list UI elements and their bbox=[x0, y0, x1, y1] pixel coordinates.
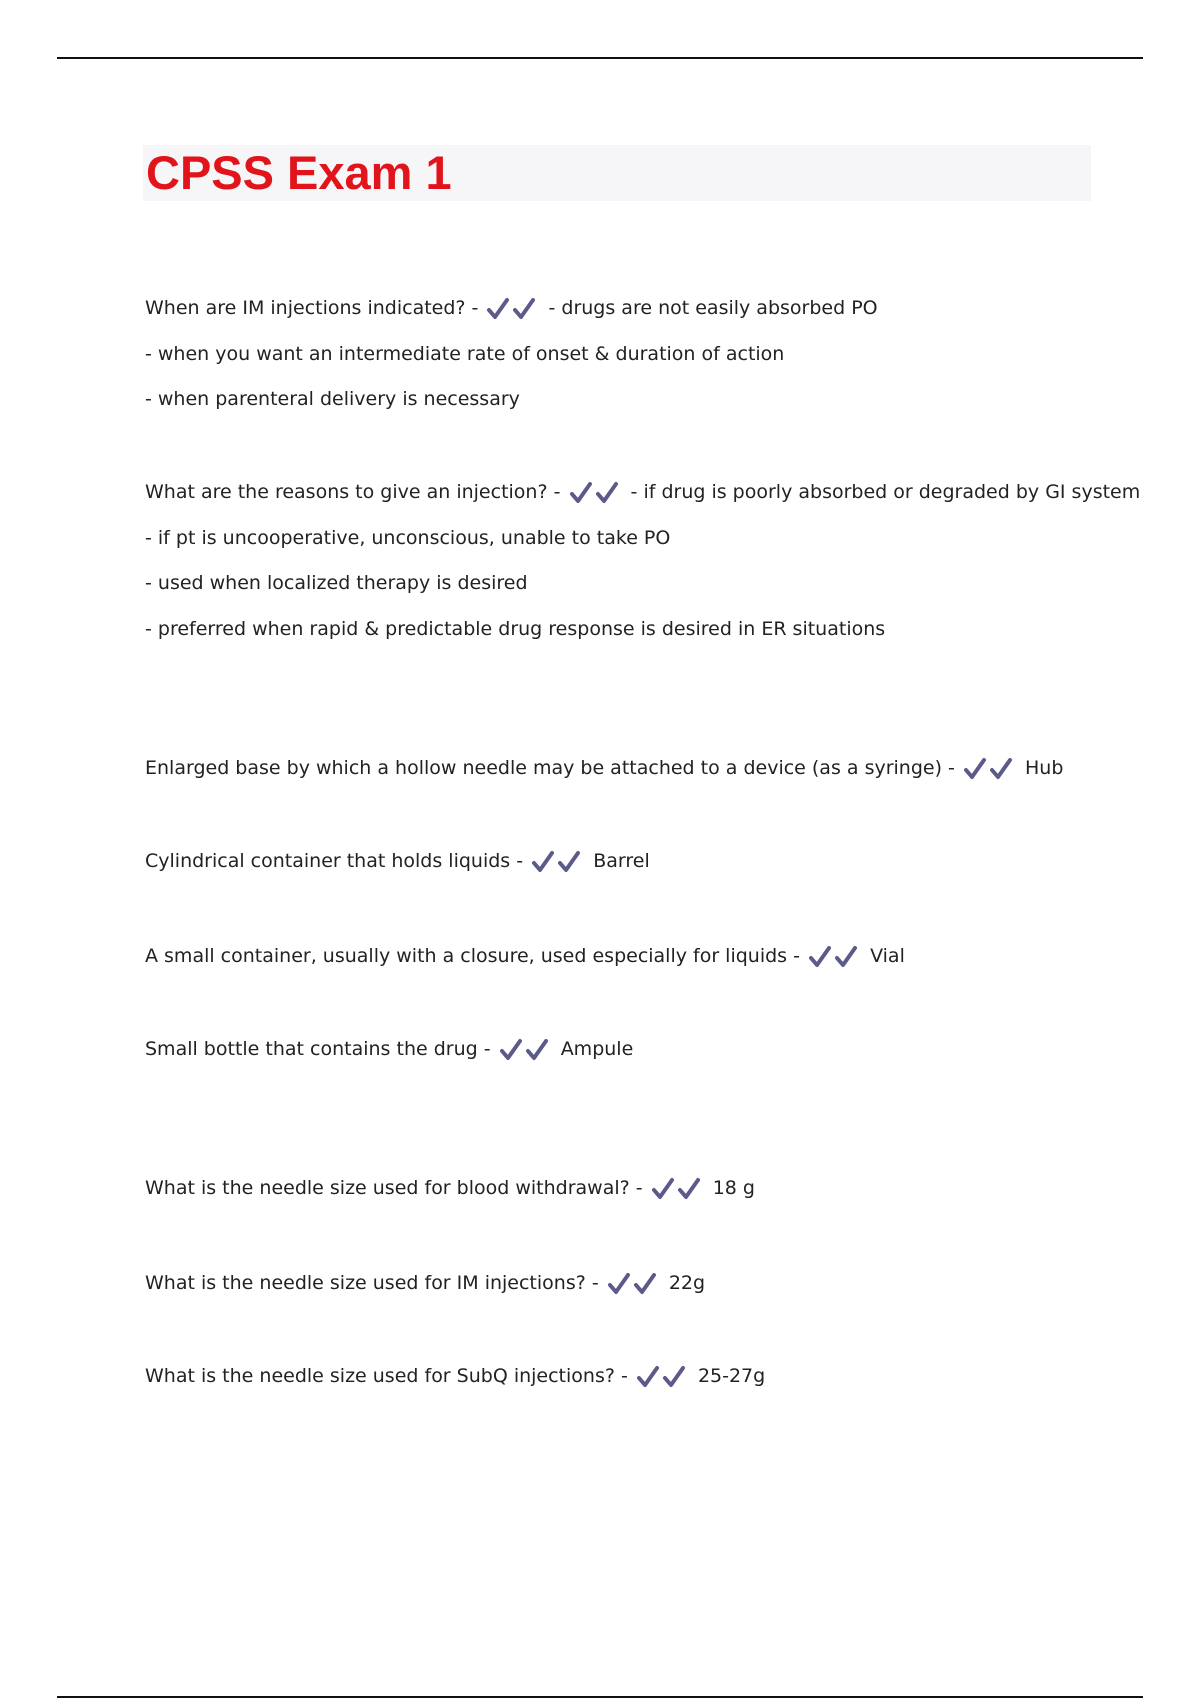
double-check-icon bbox=[808, 942, 860, 972]
answer-text: Ampule bbox=[560, 1038, 634, 1060]
question-text: What are the reasons to give an injection? - bbox=[145, 481, 561, 503]
qa-question-line-2 bbox=[145, 477, 1140, 507]
question-text: Small bottle that contains the drug - bbox=[145, 1038, 491, 1060]
double-check-icon bbox=[607, 1269, 659, 1299]
double-check-icon bbox=[499, 1035, 551, 1065]
qa-continuation-line: - when parenteral delivery is necessary bbox=[145, 388, 520, 410]
header-rule bbox=[57, 57, 1143, 59]
qa-question-line-4 bbox=[145, 846, 650, 876]
double-check-icon bbox=[531, 847, 583, 877]
question-text: What is the needle size used for blood withdrawal? - bbox=[145, 1177, 643, 1199]
answer-text: - if drug is poorly absorbed or degraded by GI system bbox=[630, 481, 1141, 503]
question-text: Cylindrical container that holds liquids - bbox=[145, 850, 524, 872]
qa-question-line-8 bbox=[145, 1268, 705, 1298]
footer-rule bbox=[57, 1696, 1143, 1698]
question-text: Enlarged base by which a hollow needle may be attached to a device (as a syringe) - bbox=[145, 757, 955, 779]
answer-text: 22g bbox=[668, 1272, 706, 1294]
double-check-icon bbox=[963, 754, 1015, 784]
qa-question-line-3 bbox=[145, 753, 1063, 783]
qa-question-line-1 bbox=[145, 293, 878, 323]
answer-text: 25-27g bbox=[697, 1365, 766, 1387]
double-check-icon bbox=[486, 294, 538, 324]
qa-continuation-line: - used when localized therapy is desired bbox=[145, 572, 528, 594]
qa-question-line-6 bbox=[145, 1034, 633, 1064]
question-text: A small container, usually with a closure, used especially for liquids - bbox=[145, 945, 800, 967]
answer-text: Vial bbox=[870, 945, 905, 967]
qa-question-line-5 bbox=[145, 941, 905, 971]
page-title: CPSS Exam 1 bbox=[146, 146, 452, 199]
qa-continuation-line: - preferred when rapid & predictable drug response is desired in ER situations bbox=[145, 618, 886, 640]
question-text: What is the needle size used for IM injections? - bbox=[145, 1272, 599, 1294]
answer-text: - drugs are not easily absorbed PO bbox=[548, 297, 878, 319]
answer-text: Hub bbox=[1025, 757, 1064, 779]
question-text: When are IM injections indicated? - bbox=[145, 297, 479, 319]
double-check-icon bbox=[569, 478, 621, 508]
double-check-icon bbox=[651, 1174, 703, 1204]
double-check-icon bbox=[636, 1362, 688, 1392]
answer-text: 18 g bbox=[712, 1177, 755, 1199]
question-text: What is the needle size used for SubQ injections? - bbox=[145, 1365, 628, 1387]
qa-continuation-line: - if pt is uncooperative, unconscious, unable to take PO bbox=[145, 527, 671, 549]
qa-question-line-7 bbox=[145, 1173, 755, 1203]
qa-continuation-line: - when you want an intermediate rate of onset & duration of action bbox=[145, 343, 785, 365]
qa-question-line-9 bbox=[145, 1361, 765, 1391]
answer-text: Barrel bbox=[593, 850, 650, 872]
